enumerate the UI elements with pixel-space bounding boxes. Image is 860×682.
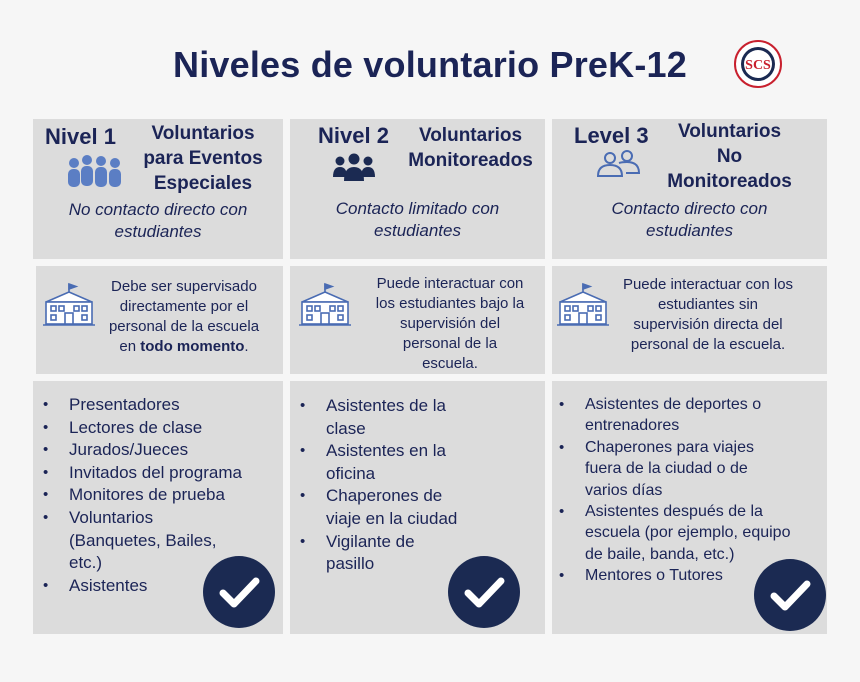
level-1-subtitle-line: estudiantes bbox=[114, 222, 202, 241]
level-1-heading bbox=[133, 121, 273, 196]
level-2-supervision-text bbox=[360, 274, 540, 374]
level-3-subtitle bbox=[552, 198, 827, 242]
level-1-label: Nivel 1 bbox=[45, 124, 116, 149]
list-item: • Voluntarios (Banquetes, Bailes, etc.) bbox=[39, 507, 219, 575]
level-2-heading bbox=[398, 123, 543, 173]
level-2-subtitle-line: Contacto limitado con bbox=[335, 199, 500, 218]
checkmark-icon bbox=[754, 559, 826, 631]
level-1-supervision bbox=[36, 266, 283, 374]
level-3-heading-line: Monitoreados bbox=[667, 171, 792, 192]
list-item: • Mentores o Tutores bbox=[555, 565, 793, 586]
supervision-line: personal de la escuela bbox=[108, 318, 260, 335]
supervision-line: directamente por el bbox=[119, 298, 249, 315]
two-people-outline-icon bbox=[594, 149, 644, 184]
level-3-header bbox=[552, 119, 827, 259]
logo-text: SCS bbox=[745, 58, 771, 73]
list-item: • Asistentes en la oficina bbox=[296, 440, 466, 485]
level-3-supervision bbox=[552, 266, 827, 374]
list-item: • Asistentes de deportes o entrenadores bbox=[555, 394, 793, 437]
supervision-line: estudiantes sin bbox=[657, 296, 759, 313]
level-1-heading-line: Especiales bbox=[153, 173, 253, 194]
level-3-heading bbox=[662, 119, 797, 194]
level-1-header bbox=[33, 119, 283, 259]
team-icon bbox=[332, 151, 376, 190]
list-item: • Vigilante de pasillo bbox=[296, 531, 466, 576]
checkmark-icon bbox=[448, 556, 520, 628]
supervision-line: los estudiantes bajo la bbox=[375, 295, 525, 312]
list-item: • Jurados/Jueces bbox=[39, 439, 275, 462]
supervision-emphasis: todo momento bbox=[140, 338, 245, 355]
level-2-heading-line: Monitoreados bbox=[408, 150, 533, 171]
level-2-heading-line: Voluntarios bbox=[418, 125, 523, 146]
level-1-examples bbox=[33, 381, 283, 634]
level-3-heading-line: Voluntarios bbox=[677, 121, 782, 142]
school-logo bbox=[734, 40, 782, 88]
checkmark-icon bbox=[203, 556, 275, 628]
supervision-line: supervisión directa del bbox=[633, 316, 783, 333]
level-3-example-list bbox=[555, 394, 793, 587]
list-item: • Presentadores bbox=[39, 394, 275, 417]
list-item: • Asistentes de la clase bbox=[296, 395, 466, 440]
supervision-line: personal de la escuela. bbox=[630, 336, 786, 353]
list-item: • Asistentes después de la escuela (por ejemplo, equipo de baile, banda, etc.) bbox=[555, 501, 793, 565]
list-item: • Lectores de clase bbox=[39, 417, 275, 440]
supervision-line: escuela. bbox=[422, 355, 478, 372]
level-3-supervision-text bbox=[610, 275, 806, 355]
level-2-examples bbox=[290, 381, 545, 634]
supervision-en: en bbox=[119, 338, 137, 355]
list-item: • Chaperones para viajes fuera de la ciudad o de varios días bbox=[555, 437, 793, 501]
level-3-label: Level 3 bbox=[574, 123, 649, 148]
level-2-subtitle bbox=[290, 198, 545, 242]
supervision-line: Puede interactuar con bbox=[376, 275, 524, 292]
school-building-icon bbox=[42, 282, 96, 333]
level-3-heading-line: No bbox=[716, 146, 743, 167]
level-2-label: Nivel 2 bbox=[318, 123, 389, 148]
level-1-heading-line: para Eventos bbox=[143, 148, 263, 169]
level-1-subtitle bbox=[33, 199, 283, 243]
level-2-header bbox=[290, 119, 545, 259]
supervision-line bbox=[94, 337, 274, 357]
page-title: Niveles de voluntario PreK-12 bbox=[173, 44, 687, 85]
list-item: • Invitados del programa bbox=[39, 462, 275, 485]
list-item: • Asistentes bbox=[39, 575, 275, 598]
school-building-icon bbox=[556, 282, 610, 333]
level-2-supervision bbox=[290, 266, 545, 374]
school-building-icon bbox=[298, 282, 352, 333]
level-3-subtitle-line: Contacto directo con bbox=[611, 199, 768, 218]
level-1-subtitle-line: No contacto directo con bbox=[68, 200, 248, 219]
supervision-line: personal de la bbox=[402, 335, 498, 352]
level-3-subtitle-line: estudiantes bbox=[646, 221, 733, 240]
supervision-period: . bbox=[244, 338, 249, 355]
level-2-subtitle-line: estudiantes bbox=[374, 221, 461, 240]
level-1-heading-line: Voluntarios bbox=[151, 123, 255, 144]
level-2-example-list bbox=[296, 395, 466, 576]
group-of-people-icon bbox=[65, 153, 129, 194]
supervision-line: Debe ser supervisado bbox=[111, 278, 257, 295]
list-item: • Chaperones de viaje en la ciudad bbox=[296, 485, 466, 530]
level-3-examples bbox=[552, 381, 827, 634]
supervision-line: Puede interactuar con los bbox=[622, 276, 794, 293]
supervision-line: supervisión del bbox=[399, 315, 501, 332]
level-1-supervision-text bbox=[94, 277, 274, 357]
list-item: • Monitores de prueba bbox=[39, 484, 275, 507]
